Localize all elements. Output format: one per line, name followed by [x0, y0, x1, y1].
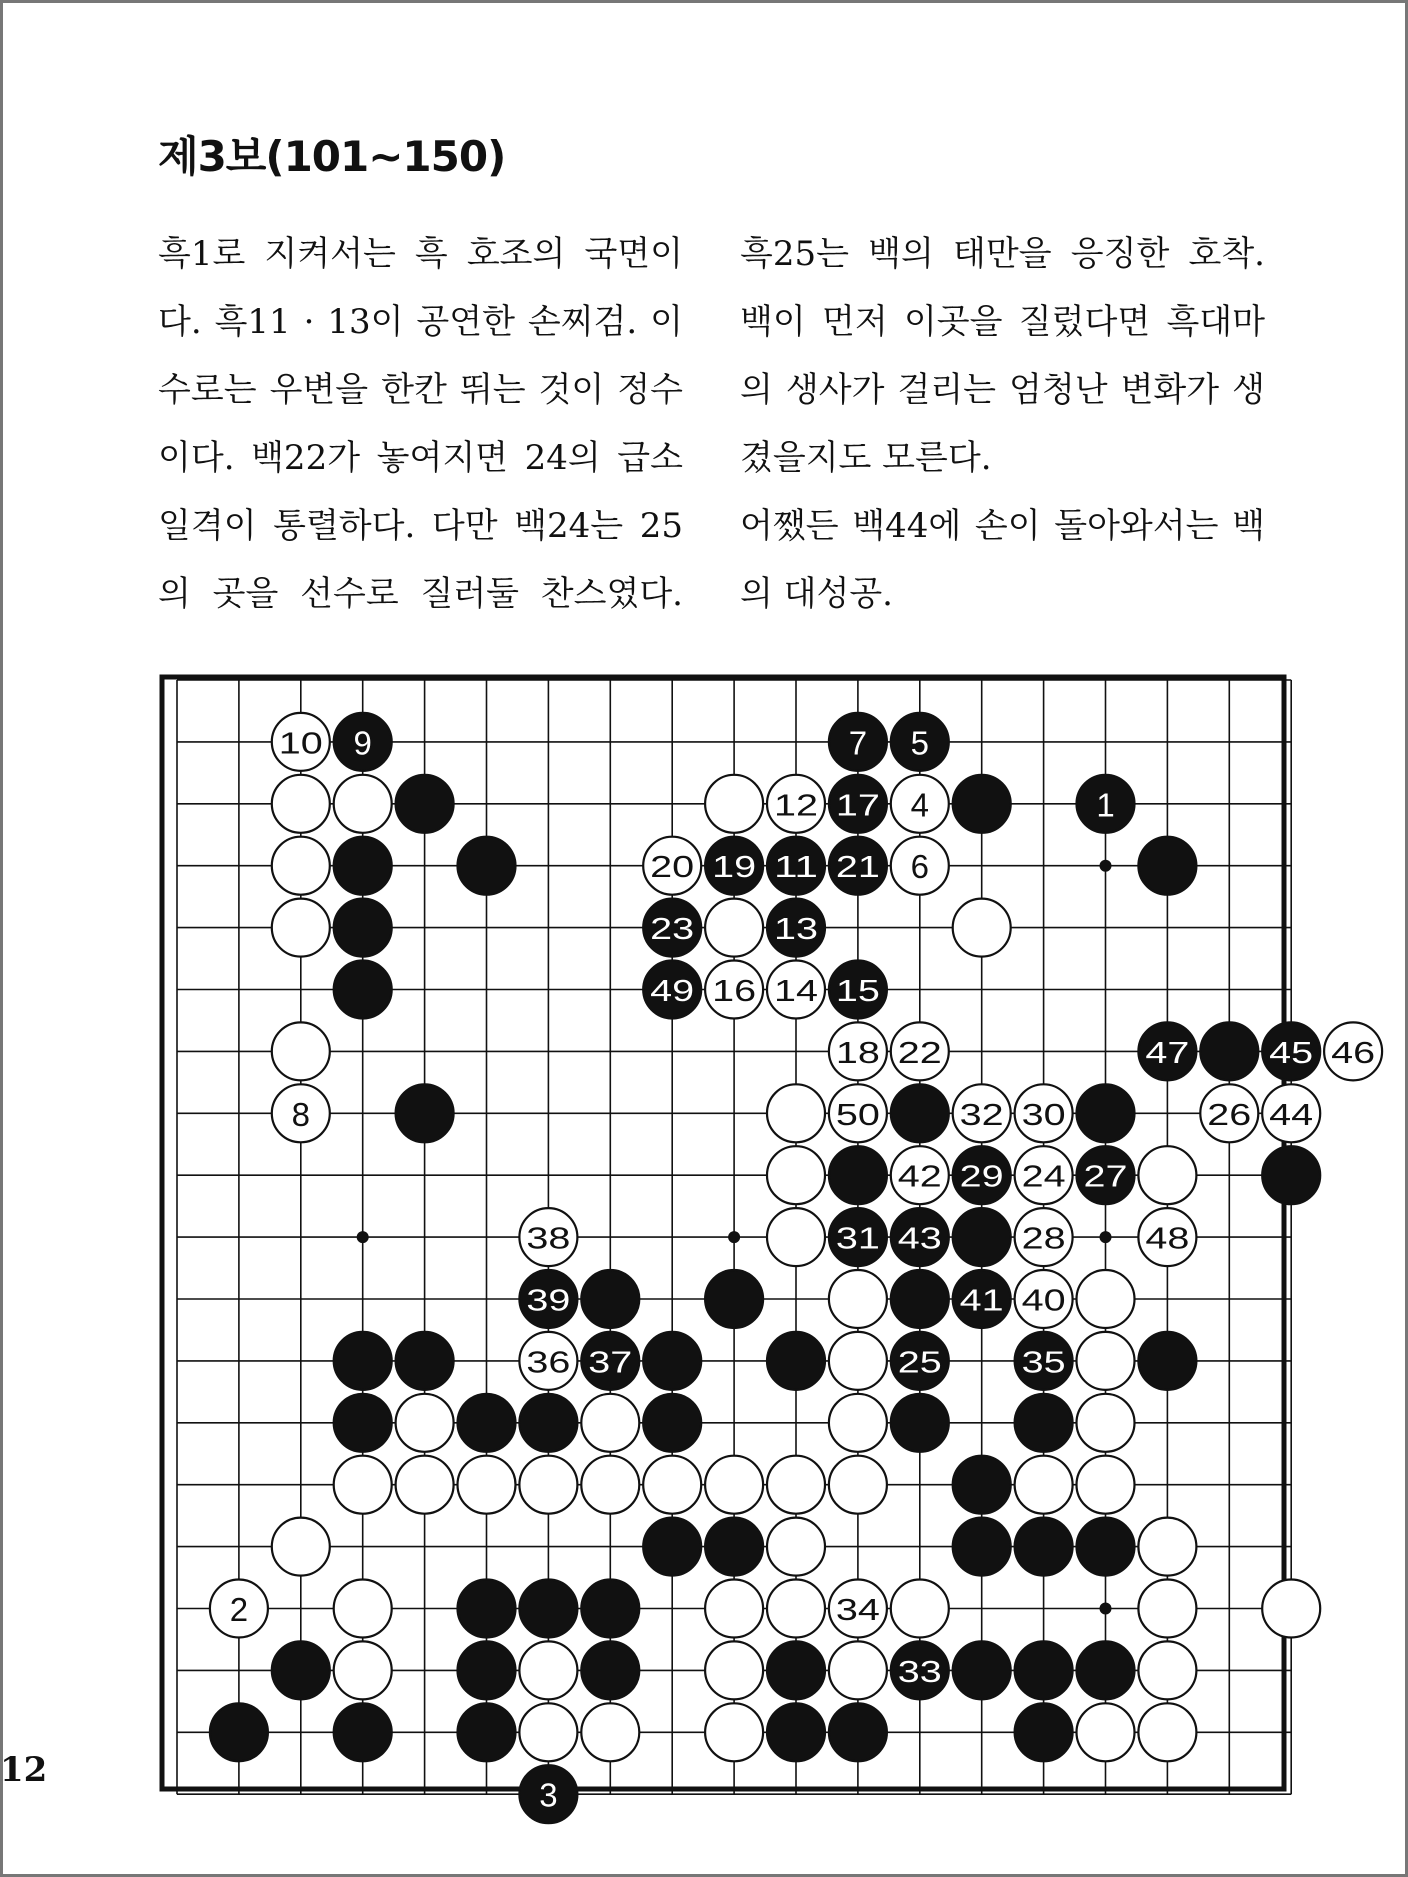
white-stone [1138, 1518, 1196, 1576]
move-number: 4 [910, 786, 929, 824]
move-number: 13 [774, 911, 818, 947]
move-number: 27 [1083, 1158, 1128, 1194]
black-stone [953, 1208, 1011, 1266]
star-point [728, 1231, 740, 1243]
black-stone [767, 1332, 825, 1390]
black-stone [396, 1084, 454, 1142]
black-stone [334, 837, 392, 895]
white-stone [767, 1580, 825, 1638]
white-stone [396, 1456, 454, 1514]
black-stone [643, 1518, 701, 1576]
move-number: 24 [1021, 1158, 1066, 1194]
commentary-line: 의 곳을 선수로 질러둘 찬스였다. [158, 574, 683, 614]
black-stone [334, 961, 392, 1019]
white-stone [705, 775, 763, 833]
page-title: 제3보(101~150) [158, 132, 506, 181]
black-stone [458, 837, 516, 895]
commentary-line: 백이 먼저 이곳을 질렀다면 흑대마 [740, 302, 1265, 342]
move-number: 7 [848, 724, 868, 762]
black-stone [1015, 1641, 1073, 1699]
white-stone [643, 1456, 701, 1514]
white-stone [581, 1703, 639, 1761]
white-stone [581, 1394, 639, 1452]
white-stone [1077, 1332, 1135, 1390]
black-stone [953, 1641, 1011, 1699]
black-stone [705, 1270, 763, 1328]
black-stone [643, 1332, 701, 1390]
move-number: 3 [539, 1776, 558, 1814]
move-number: 31 [835, 1220, 880, 1256]
white-stone [272, 1518, 330, 1576]
white-stone [705, 1703, 763, 1761]
move-number: 35 [1021, 1344, 1066, 1380]
commentary-line: 흑25는 백의 태만을 응징한 호착. [740, 234, 1265, 274]
white-stone [334, 1641, 392, 1699]
white-stone [519, 1456, 577, 1514]
commentary-line: 의 대성공. [740, 574, 893, 614]
black-stone [519, 1394, 577, 1452]
move-number: 46 [1331, 1034, 1376, 1070]
move-number: 22 [897, 1034, 942, 1070]
black-stone [1015, 1518, 1073, 1576]
white-stone [1077, 1456, 1135, 1514]
move-number: 42 [897, 1158, 942, 1194]
black-stone [334, 1332, 392, 1390]
white-stone [458, 1456, 516, 1514]
move-number: 26 [1207, 1096, 1252, 1132]
white-stone [705, 1580, 763, 1638]
move-number: 17 [835, 787, 880, 823]
black-stone [272, 1641, 330, 1699]
move-number: 40 [1021, 1282, 1066, 1318]
white-stone [705, 899, 763, 957]
commentary-line: 어쨌든 백44에 손이 돌아와서는 백 [740, 506, 1265, 546]
move-number: 12 [774, 787, 818, 823]
move-number: 8 [291, 1095, 310, 1133]
move-number: 44 [1269, 1096, 1314, 1132]
black-stone [458, 1703, 516, 1761]
move-number: 10 [278, 725, 323, 761]
move-number: 1 [1096, 786, 1115, 824]
move-number: 23 [650, 911, 695, 947]
move-number: 37 [588, 1344, 633, 1380]
black-stone [1138, 837, 1196, 895]
commentary-line: 흑1로 지켜서는 흑 호조의 국면이 [158, 234, 683, 274]
white-stone [767, 1146, 825, 1204]
move-number: 11 [774, 849, 818, 885]
black-stone [1138, 1332, 1196, 1390]
move-number: 43 [897, 1220, 942, 1256]
black-stone [334, 1394, 392, 1452]
black-stone [458, 1641, 516, 1699]
black-stone [334, 1703, 392, 1761]
white-stone [519, 1641, 577, 1699]
move-number: 34 [835, 1592, 880, 1627]
white-stone [334, 1456, 392, 1514]
black-stone [953, 1456, 1011, 1514]
white-stone [581, 1456, 639, 1514]
black-stone [829, 1703, 887, 1761]
white-stone [767, 1518, 825, 1576]
move-number: 6 [910, 848, 929, 886]
move-number: 33 [897, 1653, 942, 1689]
commentary-line: 의 생사가 걸리는 엄청난 변화가 생 [740, 370, 1265, 410]
commentary-line: 이다. 백22가 놓여지면 24의 급소 [158, 438, 683, 478]
white-stone [829, 1394, 887, 1452]
move-number: 28 [1021, 1220, 1066, 1256]
white-stone [272, 1022, 330, 1080]
star-point [1100, 1603, 1112, 1615]
white-stone [891, 1580, 949, 1638]
white-stone [705, 1641, 763, 1699]
white-stone [1077, 1703, 1135, 1761]
white-stone [767, 1084, 825, 1142]
black-stone [767, 1641, 825, 1699]
move-number: 29 [959, 1158, 1004, 1194]
move-number: 19 [712, 849, 757, 885]
star-point [357, 1231, 369, 1243]
white-stone [1138, 1580, 1196, 1638]
white-stone [829, 1332, 887, 1390]
page-number: 12 [0, 1750, 48, 1790]
black-stone [1015, 1703, 1073, 1761]
white-stone [953, 899, 1011, 957]
black-stone [891, 1270, 949, 1328]
white-stone [829, 1456, 887, 1514]
move-number: 36 [526, 1344, 571, 1380]
move-number: 39 [526, 1282, 571, 1318]
black-stone [1077, 1641, 1135, 1699]
move-number: 50 [835, 1096, 880, 1132]
white-stone [705, 1456, 763, 1514]
move-number: 2 [229, 1591, 249, 1628]
black-stone [334, 899, 392, 957]
black-stone [581, 1580, 639, 1638]
move-number: 49 [650, 973, 695, 1008]
move-number: 9 [353, 724, 372, 762]
white-stone [1077, 1394, 1135, 1452]
white-stone [396, 1394, 454, 1452]
black-stone [396, 775, 454, 833]
move-number: 30 [1021, 1096, 1066, 1132]
commentary-line: 수로는 우변을 한칸 뛰는 것이 정수 [158, 370, 683, 410]
white-stone [1077, 1270, 1135, 1328]
black-stone [458, 1580, 516, 1638]
white-stone [272, 837, 330, 895]
black-stone [210, 1703, 268, 1761]
black-stone [1200, 1022, 1258, 1080]
white-stone [272, 775, 330, 833]
move-number: 14 [774, 973, 818, 1008]
white-stone [519, 1703, 577, 1761]
white-stone [767, 1456, 825, 1514]
white-stone [1015, 1456, 1073, 1514]
white-stone [272, 899, 330, 957]
white-stone [767, 1208, 825, 1266]
black-stone [705, 1518, 763, 1576]
black-stone [953, 775, 1011, 833]
black-stone [396, 1332, 454, 1390]
move-number: 15 [835, 973, 880, 1008]
black-stone [581, 1641, 639, 1699]
white-stone [829, 1641, 887, 1699]
move-number: 41 [959, 1282, 1004, 1318]
move-number: 38 [526, 1220, 571, 1256]
white-stone [334, 1580, 392, 1638]
move-number: 16 [712, 973, 757, 1008]
move-number: 18 [835, 1034, 880, 1070]
black-stone [1077, 1084, 1135, 1142]
move-number: 48 [1145, 1220, 1190, 1256]
star-point [1100, 860, 1112, 872]
black-stone [1015, 1394, 1073, 1452]
move-number: 20 [650, 849, 695, 885]
white-stone [1138, 1641, 1196, 1699]
white-stone [1138, 1146, 1196, 1204]
commentary-line: 일격이 통렬하다. 다만 백24는 25 [158, 506, 683, 546]
black-stone [829, 1146, 887, 1204]
black-stone [1262, 1146, 1320, 1204]
black-stone [1077, 1518, 1135, 1576]
move-number: 21 [835, 849, 880, 885]
white-stone [1262, 1580, 1320, 1638]
move-number: 47 [1145, 1034, 1190, 1070]
black-stone [519, 1580, 577, 1638]
black-stone [767, 1703, 825, 1761]
commentary-line: 다. 흑11 · 13이 공연한 손찌검. 이 [158, 302, 683, 342]
star-point [1100, 1231, 1112, 1243]
white-stone [829, 1270, 887, 1328]
commentary-line: 겼을지도 모른다. [740, 438, 992, 478]
move-number: 45 [1269, 1034, 1314, 1070]
move-number: 5 [910, 724, 929, 762]
black-stone [891, 1394, 949, 1452]
black-stone [891, 1084, 949, 1142]
black-stone [581, 1270, 639, 1328]
black-stone [643, 1394, 701, 1452]
white-stone [1138, 1703, 1196, 1761]
move-number: 25 [897, 1344, 942, 1380]
black-stone [953, 1518, 1011, 1576]
black-stone [458, 1394, 516, 1452]
move-number: 32 [959, 1096, 1004, 1132]
white-stone [334, 775, 392, 833]
